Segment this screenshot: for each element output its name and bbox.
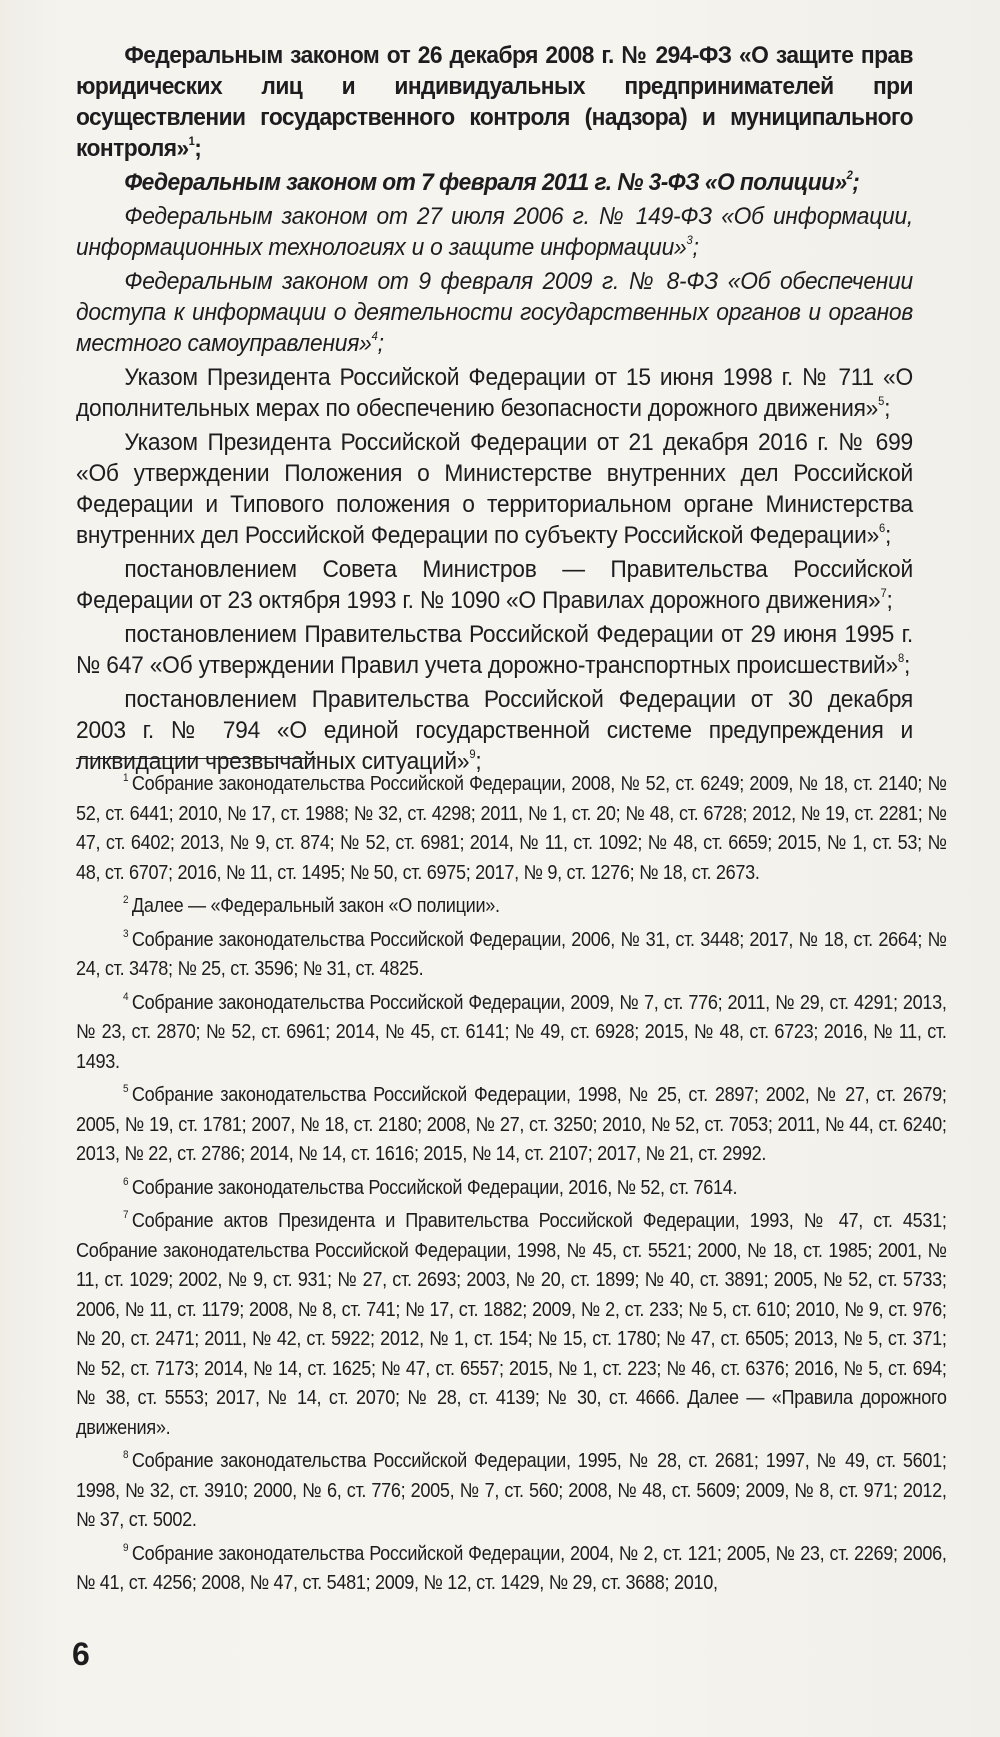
footnote-ref-1[interactable]: 1	[188, 133, 195, 148]
footnote-ref-8[interactable]: 8	[898, 650, 904, 665]
footnote-1: $^1$ Собрание законодательства Российской Федерации, 2008, № 52, ст. 6249; 2009, № 18, ст. 2140; № 52, ст. 6441; 2010, № 17, ст. 1988; № 32, ст. 4298; 2011, № 1, ст. 20; № 48, ст. 6728; 2012, № 19, ст. 2281; № 47, ст. 6402; 2013, № 9, ст. 874; № 52, ст. 6981; 2014, № 11, ст. 1092; № 48, ст. 6659; 2015, № 1, ст. 53; № 48, ст. 6707; 2016, № 11, ст. 1495; № 50, ст. 6975; 2017, № 9, ст. 1276; № 18, ст. 2673.	[76, 772, 947, 884]
paragraph-resolution-647: постановлением Правительства Российской Федерации от 29 июня 1995 г. № 647 «Об утверждении Правил учета дорожно-транспортных происшествий»$^8$;	[76, 621, 914, 679]
footnote-ref-3[interactable]: 3	[686, 232, 693, 247]
footnotes	[76, 770, 947, 1603]
footnote-ref-6[interactable]: 6	[879, 520, 886, 535]
footnote-4: $^4$ Собрание законодательства Российской Федерации, 2009, № 7, ст. 776; 2011, № 29, ст. 4291; 2013, № 23, ст. 2870; № 52, ст. 6961; 2014, № 45, ст. 6141; № 49, ст. 6928; 2015, № 48, ст. 6723; 2016, № 11, ст. 1493.	[76, 990, 947, 1073]
paragraph-law-police: Федеральным законом от 7 февраля 2011 г. № 3-ФЗ «О полиции»$^2$;	[124, 167, 860, 196]
paragraph-law-access: Федеральным законом от 9 февраля 2009 г. № 8-ФЗ «Об обеспечении доступа к информации о деятельности государственных органов и органов местного самоуправления»$^4$;	[76, 268, 914, 357]
footnote-ref-5[interactable]: 5	[878, 393, 885, 408]
footnote-3: $^3$ Собрание законодательства Российской Федерации, 2006, № 31, ст. 3448; 2017, № 18, ст. 2664; № 24, ст. 3478; № 25, ст. 3596; № 31, ст. 4825.	[76, 927, 947, 980]
footnote-5: $^5$ Собрание законодательства Российской Федерации, 1998, № 25, ст. 2897; 2002, № 27, ст. 2679; 2005, № 19, ст. 1781; 2007, № 18, ст. 2180; 2008, № 27, ст. 3250; 2010, № 52, ст. 7053; 2011, № 44, ст. 6240; 2013, № 22, ст. 2786; 2014, № 14, ст. 1616; 2015, № 14, ст. 2107; 2017, № 21, ст. 2992.	[76, 1083, 947, 1165]
main-text	[76, 40, 913, 780]
footnote-ref-9[interactable]: 9	[469, 746, 476, 761]
paragraph-law-information: Федеральным законом от 27 июля 2006 г. № 149-ФЗ «Об информации, информационных технологиях и о защите информации»$^3$;	[76, 203, 914, 261]
footnote-9: $^9$ Собрание законодательства Российской Федерации, 2004, № 2, ст. 121; 2005, № 23, ст. 2269; 2006, № 41, ст. 4256; 2008, № 47, ст. 5481; 2009, № 12, ст. 1429, № 29, ст. 3688; 2010,	[76, 1541, 947, 1594]
footnote-7: $^7$ Собрание актов Президента и Правительства Российской Федерации, 1993, № 47, ст. 4531; Собрание законодательства Российской Федерации, 1998, № 45, ст. 5521; 2000, № 18, ст. 1985; 2001, № 11, ст. 1029; 2002, № 9, ст. 931; № 27, ст. 2693; 2003, № 20, ст. 1899; № 40, ст. 3891; 2005, № 52, ст. 5733; 2006, № 11, ст. 1179; 2008, № 8, ст. 741; № 17, ст. 1882; 2009, № 2, ст. 233; № 5, ст. 610; 2010, № 9, ст. 976; № 20, ст. 2471; 2011, № 42, ст. 5922; 2012, № 1, ст. 154; № 15, ст. 1780; № 47, ст. 6505; 2013, № 5, ст. 371; № 52, ст. 7173; 2014, № 14, ст. 1625; № 47, ст. 6557; 2015, № 1, ст. 223; № 46, ст. 6376; 2016, № 5, ст. 694; № 38, ст. 5553; 2017, № 14, ст. 2070; № 28, ст. 4139; № 30, ст. 4666. Далее — «Правила дорожного движения».	[76, 1209, 947, 1439]
footnote-ref-7[interactable]: 7	[880, 585, 887, 600]
paragraph-resolution-1090: постановлением Совета Министров — Правительства Российской Федерации от 23 октября 1993 г. № 1090 «О Правилах дорожного движения»$^7$;	[76, 556, 914, 614]
footnote-ref-2[interactable]: 2	[846, 167, 853, 182]
page-number: 6	[72, 1636, 90, 1672]
paragraph-resolution-794: постановлением Правительства Российской Федерации от 30 декабря 2003 г. № 794 «О единой государственной системе предупреждения и ликвидации чрезвычайных ситуаций»$^9$;	[76, 686, 914, 775]
footnote-8: $^8$ Собрание законодательства Российской Федерации, 1995, № 28, ст. 2681; 1997, № 49, ст. 5601; 1998, № 32, ст. 3910; 2000, № 6, ст. 776; 2005, № 7, ст. 560; 2008, № 48, ст. 5609; 2009, № 8, ст. 971; 2012, № 37, ст. 5002.	[76, 1449, 947, 1531]
footnote-6: $^6$ Собрание законодательства Российской Федерации, 2016, № 52, ст. 7614.	[123, 1175, 738, 1199]
footnote-separator	[76, 758, 316, 759]
paragraph-law-294: Федеральным законом от 26 декабря 2008 г. № 294-ФЗ «О защите прав юридических лиц и индивидуальных предпринимателей при осуществлении государственного контроля (надзора) и муниципального контроля»$^1$;	[76, 42, 914, 162]
footnote-ref-4[interactable]: 4	[371, 328, 378, 343]
footnote-2: $^2$ Далее — «Федеральный закон «О полиции».	[123, 894, 500, 917]
paragraph-decree-711: Указом Президента Российской Федерации от 15 июня 1998 г. № 711 «О дополнительных мерах по обеспечению безопасности дорожного движения»$^5$;	[76, 364, 914, 422]
paragraph-decree-699: Указом Президента Российской Федерации от 21 декабря 2016 г. № 699 «Об утверждении Положения о Министерстве внутренних дел Российской Федерации и Типового положения о территориальном органе Министерства внутренних дел Российской Федерации по субъекту Российской Федерации»$^6$;	[76, 429, 914, 549]
